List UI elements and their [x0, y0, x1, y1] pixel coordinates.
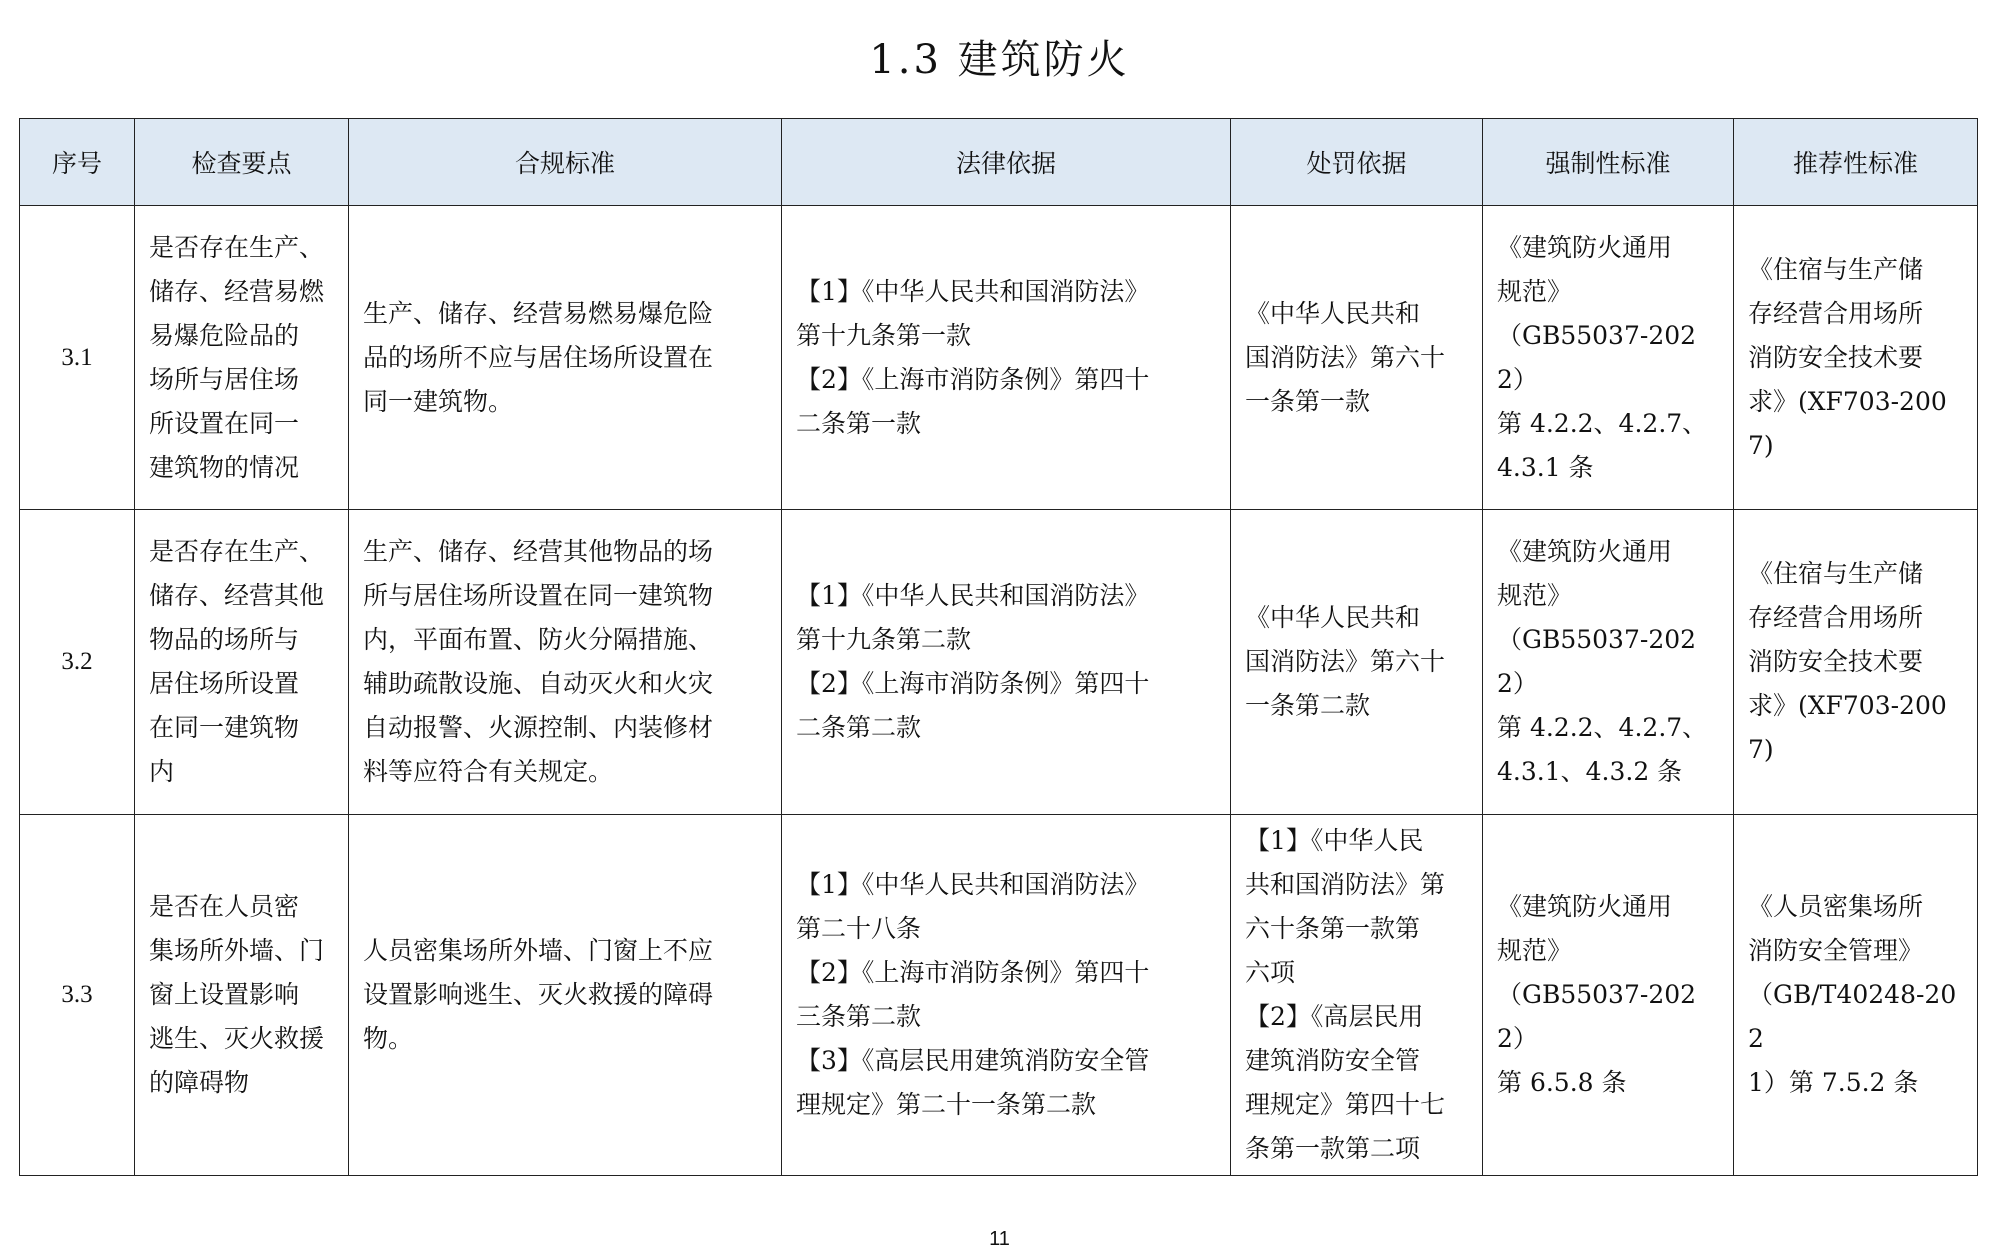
cell-line: 消防安全管理》: [1748, 936, 1924, 965]
cell-line: 第 4.2.2、4.2.7、: [1497, 408, 1708, 438]
cell-line: 二条第一款: [796, 408, 922, 438]
cell-line: 自动报警、火源控制、内装修材: [363, 713, 714, 742]
cell-line: 规范》: [1497, 936, 1573, 965]
cell-line: 所与居住场所设置在同一建筑物: [363, 581, 714, 610]
cell-line: 【1】《中华人民: [1245, 826, 1424, 855]
table-row: [20, 815, 1978, 1176]
inspection-table: [19, 118, 1978, 1176]
table-row: [20, 206, 1978, 510]
cell-line: 理规定》第四十七: [1245, 1090, 1446, 1119]
cell-line: 消防安全技术要: [1748, 647, 1924, 676]
cell-line: 规范》: [1497, 581, 1573, 610]
cell-line: 存经营合用场所: [1748, 298, 1924, 328]
cell-line: 《中华人民共和: [1245, 298, 1421, 328]
cell-line: 储存、经营其他: [149, 581, 325, 610]
header-mandatory-standard: 强制性标准: [1483, 119, 1734, 206]
cell-line: 第 4.2.2、4.2.7、: [1497, 713, 1708, 742]
cell-line: 建筑消防安全管: [1245, 1046, 1421, 1075]
cell-line: 是否在人员密: [149, 892, 300, 921]
cell-line: 物品的场所与: [149, 625, 300, 654]
cell-line: 【1】《中华人民共和国消防法》: [796, 870, 1150, 899]
cell-line: 生产、储存、经营易燃易爆危险: [363, 298, 714, 328]
cell-check: [135, 510, 349, 815]
cell-seq: 3.1: [20, 206, 135, 510]
cell-line: 《人员密集场所: [1748, 892, 1924, 921]
cell-line: 《住宿与生产储: [1748, 254, 1924, 284]
cell-standard: [349, 815, 782, 1176]
cell-mandatory: [1483, 206, 1734, 510]
cell-line: 二条第二款: [796, 713, 922, 742]
cell-line: 第十九条第一款: [796, 320, 972, 350]
cell-line: 是否存在生产、: [149, 232, 325, 262]
cell-line: 第 6.5.8 条: [1497, 1068, 1627, 1097]
header-penalty-basis: 处罚依据: [1231, 119, 1483, 206]
cell-line: （GB55037-2022）: [1497, 320, 1697, 394]
cell-line: 三条第二款: [796, 1002, 922, 1031]
cell-line: （GB/T40248-202: [1748, 980, 1957, 1053]
cell-line: 窗上设置影响: [149, 980, 300, 1009]
cell-line: （GB55037-2022）: [1497, 625, 1697, 698]
cell-line: 在同一建筑物: [149, 713, 300, 742]
cell-line: 【1】《中华人民共和国消防法》: [796, 581, 1150, 610]
cell-line: 一条第二款: [1245, 691, 1371, 720]
cell-line: 规范》: [1497, 276, 1573, 306]
cell-line: 1）第 7.5.2 条: [1748, 1068, 1919, 1097]
cell-line: （GB55037-2022）: [1497, 980, 1697, 1053]
cell-line: 居住场所设置: [149, 669, 300, 698]
cell-line: 是否存在生产、: [149, 537, 325, 566]
cell-recommended: [1734, 815, 1978, 1176]
header-check-points: 检查要点: [135, 119, 349, 206]
cell-penalty: [1231, 206, 1483, 510]
cell-line: 【2】《上海市消防条例》第四十: [796, 958, 1150, 987]
cell-line: 物。: [363, 1024, 414, 1053]
cell-legal: [782, 206, 1231, 510]
cell-line: 六十条第一款第: [1245, 914, 1421, 943]
cell-line: 一条第一款: [1245, 386, 1371, 416]
cell-line: 《建筑防火通用: [1497, 892, 1673, 921]
cell-line: 【1】《中华人民共和国消防法》: [796, 276, 1150, 306]
cell-line: 《建筑防火通用: [1497, 232, 1673, 262]
cell-line: 求》(XF703-2007): [1748, 386, 1947, 460]
cell-line: 辅助疏散设施、自动灭火和火灾: [363, 669, 714, 698]
cell-recommended: [1734, 206, 1978, 510]
cell-line: 4.3.1 条: [1497, 452, 1594, 482]
cell-penalty: [1231, 510, 1483, 815]
table-header-row: [20, 119, 1978, 206]
cell-line: 求》(XF703-2007): [1748, 691, 1947, 764]
cell-check: [135, 815, 349, 1176]
table-row: [20, 510, 1978, 815]
cell-line: 建筑物的情况: [149, 452, 300, 482]
cell-line: 品的场所不应与居住场所设置在: [363, 342, 714, 372]
cell-line: 内: [149, 757, 175, 786]
cell-line: 储存、经营易燃: [149, 276, 325, 306]
cell-seq: 3.3: [20, 815, 135, 1176]
cell-check: [135, 206, 349, 510]
cell-line: 条第一款第二项: [1245, 1134, 1421, 1163]
page-number: 11: [989, 1228, 1010, 1250]
cell-line: 《建筑防火通用: [1497, 537, 1673, 566]
cell-line: 易爆危险品的: [149, 320, 300, 350]
cell-standard: [349, 510, 782, 815]
header-compliance-standard: 合规标准: [349, 119, 782, 206]
page-title: 1.3 建筑防火: [869, 37, 1130, 83]
cell-line: 逃生、灭火救援: [149, 1024, 325, 1053]
cell-standard: [349, 206, 782, 510]
cell-line: 料等应符合有关规定。: [363, 757, 614, 786]
cell-line: 的障碍物: [149, 1068, 250, 1097]
cell-line: 【2】《高层民用: [1245, 1002, 1424, 1031]
cell-line: 国消防法》第六十: [1245, 647, 1446, 676]
cell-seq: 3.2: [20, 510, 135, 815]
cell-penalty: [1231, 815, 1483, 1176]
cell-mandatory: [1483, 510, 1734, 815]
cell-line: 场所与居住场: [149, 364, 300, 394]
cell-line: 人员密集场所外墙、门窗上不应: [363, 936, 714, 965]
cell-line: 同一建筑物。: [363, 386, 514, 416]
header-legal-basis: 法律依据: [782, 119, 1231, 206]
cell-line: 第十九条第二款: [796, 625, 972, 654]
cell-line: 第二十八条: [796, 914, 922, 943]
cell-line: 集场所外墙、门: [149, 936, 325, 965]
cell-mandatory: [1483, 815, 1734, 1176]
cell-line: 所设置在同一: [149, 408, 300, 438]
header-seq: 序号: [20, 119, 135, 206]
cell-line: 【2】《上海市消防条例》第四十: [796, 364, 1150, 394]
cell-line: 【3】《高层民用建筑消防安全管: [796, 1046, 1150, 1075]
cell-legal: [782, 815, 1231, 1176]
cell-line: 存经营合用场所: [1748, 603, 1924, 632]
cell-line: 《中华人民共和: [1245, 603, 1421, 632]
cell-recommended: [1734, 510, 1978, 815]
cell-line: 国消防法》第六十: [1245, 342, 1446, 372]
cell-line: 内，平面布置、防火分隔措施、: [363, 625, 714, 654]
cell-line: 【2】《上海市消防条例》第四十: [796, 669, 1150, 698]
header-recommended-standard: 推荐性标准: [1734, 119, 1978, 206]
cell-line: 共和国消防法》第: [1245, 870, 1446, 899]
cell-line: 消防安全技术要: [1748, 342, 1924, 372]
cell-line: 《住宿与生产储: [1748, 559, 1924, 588]
cell-line: 六项: [1245, 958, 1296, 987]
cell-line: 生产、储存、经营其他物品的场: [363, 537, 714, 566]
cell-line: 4.3.1、4.3.2 条: [1497, 757, 1683, 786]
cell-line: 设置影响逃生、灭火救援的障碍: [363, 980, 714, 1009]
cell-legal: [782, 510, 1231, 815]
cell-line: 理规定》第二十一条第二款: [796, 1090, 1097, 1119]
